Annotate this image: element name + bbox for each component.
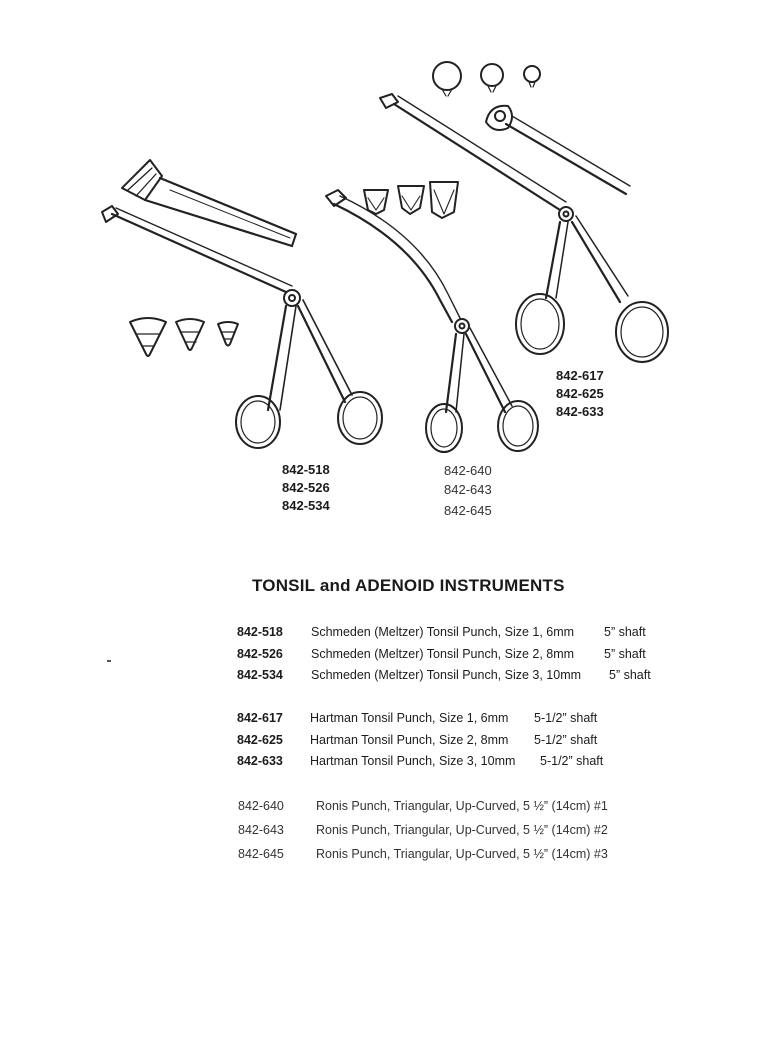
product-description: Ronis Punch, Triangular, Up-Curved, 5 ½” (14cm) #1 bbox=[316, 799, 608, 813]
product-description: Schmeden (Meltzer) Tonsil Punch, Size 1, 6mm bbox=[311, 625, 575, 639]
product-shaft: 5” shaft bbox=[604, 625, 646, 639]
label-code: 842-643 bbox=[444, 482, 492, 497]
label-code: 842-518 bbox=[282, 462, 330, 477]
product-description: Hartman Tonsil Punch, Size 3, 10mm bbox=[310, 754, 516, 768]
product-description: Schmeden (Meltzer) Tonsil Punch, Size 3, 10mm bbox=[311, 668, 582, 682]
product-shaft: 5” shaft bbox=[609, 668, 651, 682]
product-code: 842-625 bbox=[237, 732, 283, 747]
label-code: 842-640 bbox=[444, 463, 492, 478]
product-shaft: 5-1/2” shaft bbox=[540, 754, 604, 768]
label-code: 842-645 bbox=[444, 503, 492, 518]
label-code: 842-633 bbox=[556, 404, 604, 419]
product-code: 842-534 bbox=[237, 668, 283, 682]
product-code: 842-633 bbox=[237, 754, 283, 768]
product-shaft: 5-1/2” shaft bbox=[534, 711, 598, 725]
product-description: Ronis Punch, Triangular, Up-Curved, 5 ½” (14cm) #3 bbox=[316, 847, 608, 861]
illustration-labels-middle bbox=[444, 461, 492, 520]
illustration-labels-left bbox=[282, 461, 330, 515]
hartman-punch-drawing bbox=[380, 62, 668, 362]
product-shaft: 5-1/2” shaft bbox=[534, 732, 598, 747]
product-code: 842-526 bbox=[237, 646, 283, 661]
page-title: TONSIL and ADENOID INSTRUMENTS bbox=[252, 576, 565, 595]
product-code: 842-640 bbox=[238, 799, 284, 813]
label-code: 842-526 bbox=[282, 480, 330, 495]
scan-speck bbox=[107, 660, 111, 662]
product-shaft: 5” shaft bbox=[604, 646, 646, 661]
product-description: Schmeden (Meltzer) Tonsil Punch, Size 2, 8mm bbox=[311, 646, 575, 661]
product-code: 842-518 bbox=[237, 625, 283, 639]
label-code: 842-534 bbox=[282, 498, 330, 513]
product-code: 842-643 bbox=[238, 823, 284, 837]
product-code: 842-617 bbox=[237, 711, 283, 725]
ronis-punch-drawing bbox=[326, 182, 538, 452]
illustration-labels-right bbox=[556, 367, 604, 421]
label-code: 842-625 bbox=[556, 386, 604, 401]
product-code: 842-645 bbox=[238, 847, 284, 861]
product-description: Ronis Punch, Triangular, Up-Curved, 5 ½” (14cm) #2 bbox=[316, 823, 608, 837]
product-description: Hartman Tonsil Punch, Size 1, 6mm bbox=[310, 711, 509, 725]
product-description: Hartman Tonsil Punch, Size 2, 8mm bbox=[310, 732, 509, 747]
label-code: 842-617 bbox=[556, 368, 604, 383]
